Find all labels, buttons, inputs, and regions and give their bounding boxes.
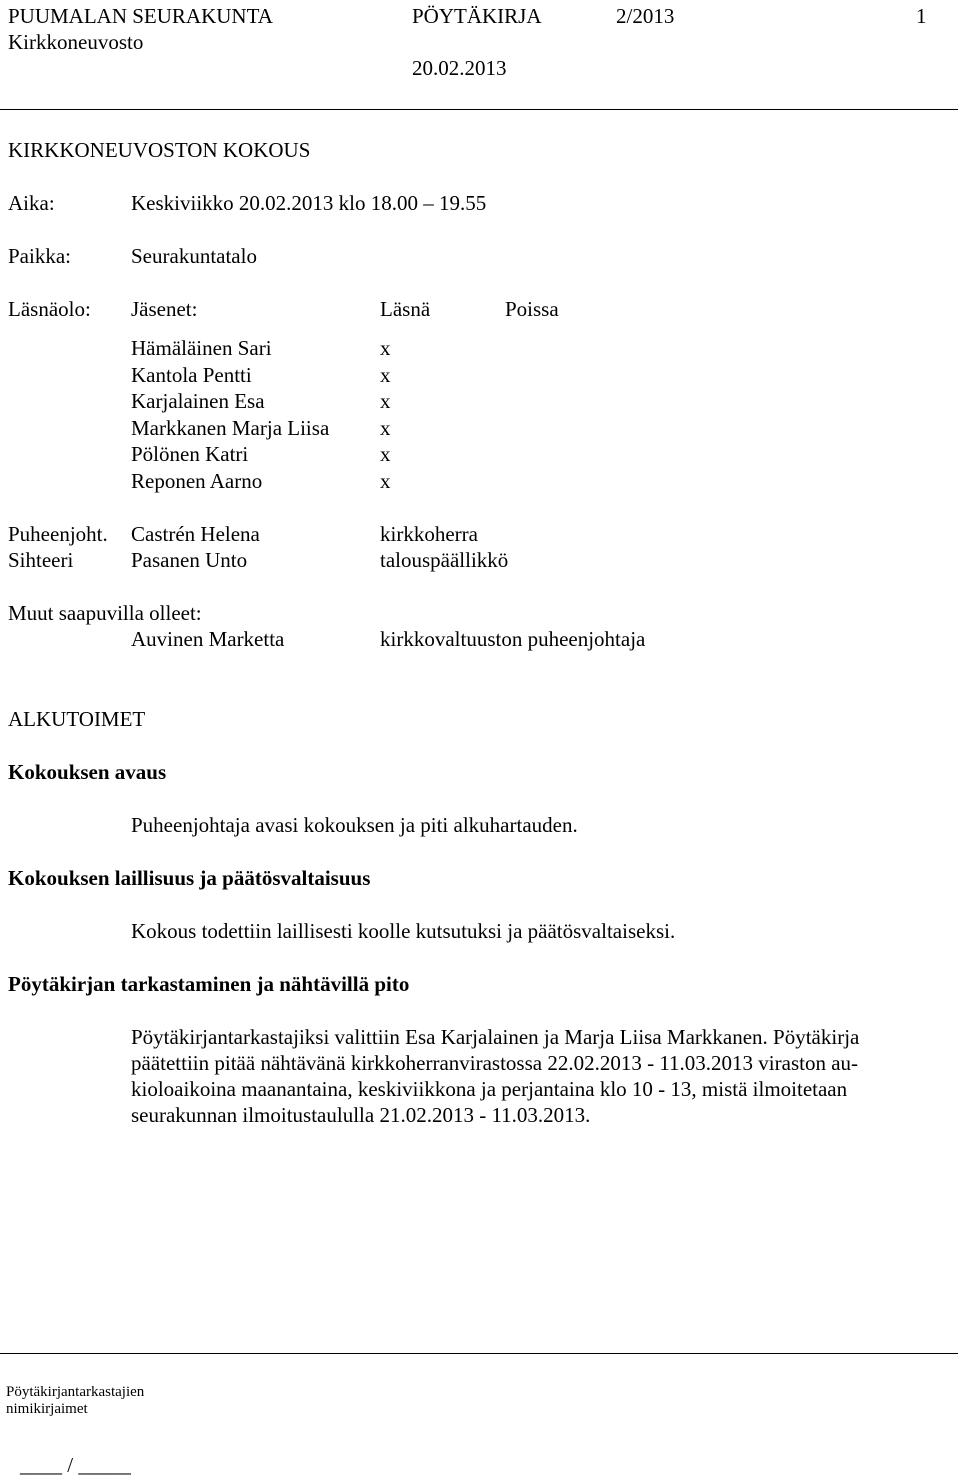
item-heading-legality: Kokouksen laillisuus ja päätösvaltaisuus bbox=[8, 866, 371, 890]
time-label: Aika: bbox=[8, 191, 55, 215]
presence-marks bbox=[380, 335, 391, 494]
other-attendee-name: Auvinen Marketta bbox=[131, 627, 285, 651]
chair-role: kirkkoherra bbox=[380, 522, 478, 546]
secretary-name: Pasanen Unto bbox=[131, 548, 248, 572]
attendance-label: Läsnäolo: bbox=[8, 297, 91, 321]
other-attendee-role: kirkkovaltuuston puheenjohtaja bbox=[380, 627, 646, 651]
chair-name: Castrén Helena bbox=[131, 522, 260, 546]
place-label: Paikka: bbox=[8, 244, 71, 268]
item-text-minutes-review-line: Pöytäkirjantarkastajiksi valittiin Esa Karjalainen ja Marja Liisa Markkanen. Pöytäkirja bbox=[131, 1025, 860, 1049]
present-column-header: Läsnä bbox=[380, 297, 431, 321]
page-number: 1 bbox=[916, 4, 927, 28]
member-name: Pölönen Katri bbox=[131, 442, 249, 466]
place-value: Seurakuntatalo bbox=[131, 244, 257, 268]
others-present-label: Muut saapuvilla olleet: bbox=[8, 601, 202, 625]
present-mark: x bbox=[380, 442, 391, 466]
present-mark: x bbox=[380, 336, 391, 360]
document-number: 2/2013 bbox=[616, 4, 675, 28]
header-divider bbox=[0, 109, 958, 110]
item-heading-minutes-review: Pöytäkirjan tarkastaminen ja nähtävillä pito bbox=[8, 972, 410, 996]
document-type: PÖYTÄKIRJA bbox=[412, 4, 542, 28]
governing-body: Kirkkoneuvosto bbox=[8, 30, 144, 54]
secretary-label: Sihteeri bbox=[8, 548, 74, 572]
time-value: Keskiviikko 20.02.2013 klo 18.00 – 19.55 bbox=[131, 191, 487, 215]
item-text-minutes-review-line: päätettiin pitää nähtävänä kirkkoherranvirastossa 22.02.2013 - 11.03.2013 viraston au- bbox=[131, 1051, 859, 1075]
member-name: Hämäläinen Sari bbox=[131, 336, 272, 360]
member-name: Reponen Aarno bbox=[131, 468, 263, 493]
item-heading-opening: Kokouksen avaus bbox=[8, 760, 167, 784]
present-mark: x bbox=[380, 415, 391, 440]
member-list bbox=[131, 335, 329, 494]
org-name: PUUMALAN SEURAKUNTA bbox=[8, 4, 273, 28]
item-text-opening: Puheenjohtaja avasi kokouksen ja piti alkuhartauden. bbox=[131, 813, 578, 837]
meeting-title: KIRKKONEUVOSTON KOKOUS bbox=[8, 138, 311, 162]
present-mark: x bbox=[380, 389, 391, 413]
section-title: ALKUTOIMET bbox=[8, 707, 146, 731]
item-text-legality: Kokous todettiin laillisesti koolle kutsutuksi ja päätösvaltaiseksi. bbox=[131, 919, 676, 943]
initials-signature-line: ____ / _____ bbox=[20, 1453, 131, 1477]
footer-divider bbox=[0, 1353, 958, 1354]
meeting-date: 20.02.2013 bbox=[412, 56, 507, 80]
present-mark: x bbox=[380, 362, 391, 387]
chair-label: Puheenjoht. bbox=[8, 522, 108, 546]
footer-label-line1: Pöytäkirjantarkastajien bbox=[6, 1384, 145, 1400]
member-name: Karjalainen Esa bbox=[131, 389, 265, 413]
item-text-minutes-review-line: seurakunnan ilmoitustaululla 21.02.2013 - 11.03.2013. bbox=[131, 1103, 591, 1127]
secretary-role: talouspäällikkö bbox=[380, 548, 509, 572]
present-mark: x bbox=[380, 468, 391, 493]
member-name: Markkanen Marja Liisa bbox=[131, 415, 330, 440]
members-label: Jäsenet: bbox=[131, 297, 198, 321]
item-text-minutes-review-line: kioloaikoina maanantaina, keskiviikkona ja perjantaina klo 10 - 13, mistä ilmoitetaan bbox=[131, 1077, 848, 1101]
member-name: Kantola Pentti bbox=[131, 362, 252, 387]
absent-column-header: Poissa bbox=[505, 297, 559, 321]
footer-label-line2: nimikirjaimet bbox=[6, 1401, 88, 1417]
